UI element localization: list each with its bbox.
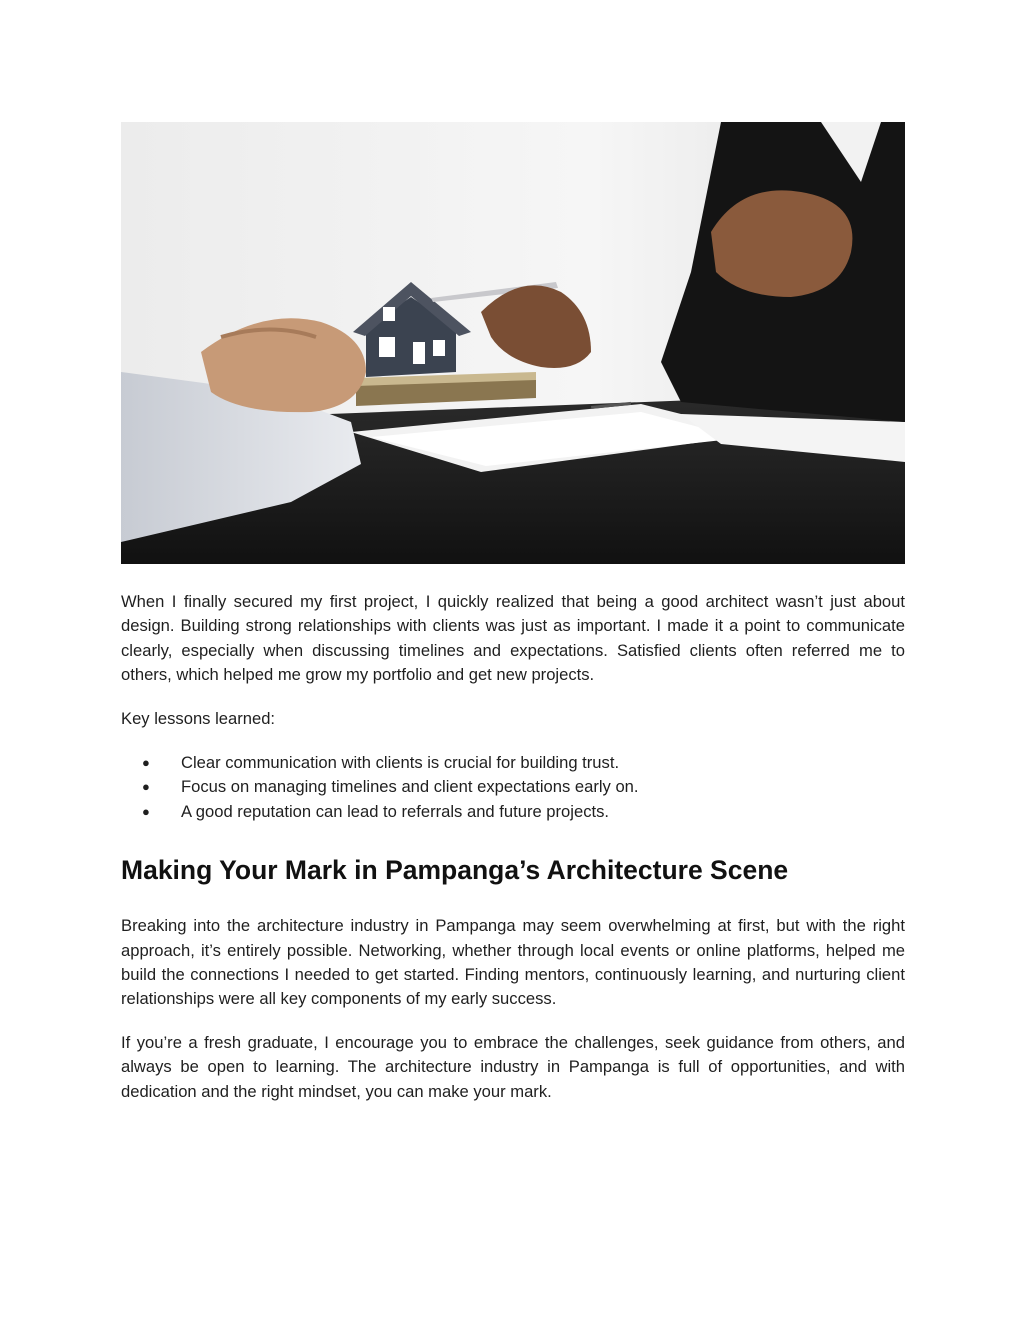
lessons-intro: Key lessons learned:: [121, 708, 276, 728]
bullet-icon: ●: [142, 779, 150, 795]
lessons-list: [121, 751, 905, 824]
list-item: [121, 800, 905, 824]
paragraph-first-project: When I finally secured my first project, I quickly realized that being a good architect wasn’t just about design. Building strong relationships with clients was just as important. I made it a point to communicate clearly, especially when discussing timelines and expectations. Satisfied clients often referred me to others, which helped me grow my portfolio and get new projects.: [121, 592, 905, 685]
section-heading: Making Your Mark in Pampanga’s Architecture Scene: [121, 855, 789, 886]
article-photo: [121, 122, 905, 564]
list-item: [121, 775, 905, 799]
bullet-icon: ●: [142, 755, 150, 771]
list-item-text: Clear communication with clients is crucial for building trust.: [181, 753, 620, 773]
list-item-text: Focus on managing timelines and client expectations early on.: [181, 777, 639, 797]
list-item: [121, 751, 905, 775]
document-page: [121, 122, 905, 1104]
paragraph-breaking-in: Breaking into the architecture industry in Pampanga may seem overwhelming at first, but with the right approach, it’s entirely possible. Networking, whether through local events or online platforms, helped me build the connections I needed to get started. Finding mentors, continuously learning, and nurturing client relationships were all key components of my early success.: [121, 916, 905, 1009]
list-item-text: A good reputation can lead to referrals and future projects.: [181, 801, 610, 821]
paragraph-advice: If you’re a fresh graduate, I encourage you to embrace the challenges, seek guidance from others, and always be open to learning. The architecture industry in Pampanga is full of opportunities, and with dedication and the right mindset, you can make your mark.: [121, 1032, 905, 1101]
bullet-icon: ●: [142, 803, 150, 819]
